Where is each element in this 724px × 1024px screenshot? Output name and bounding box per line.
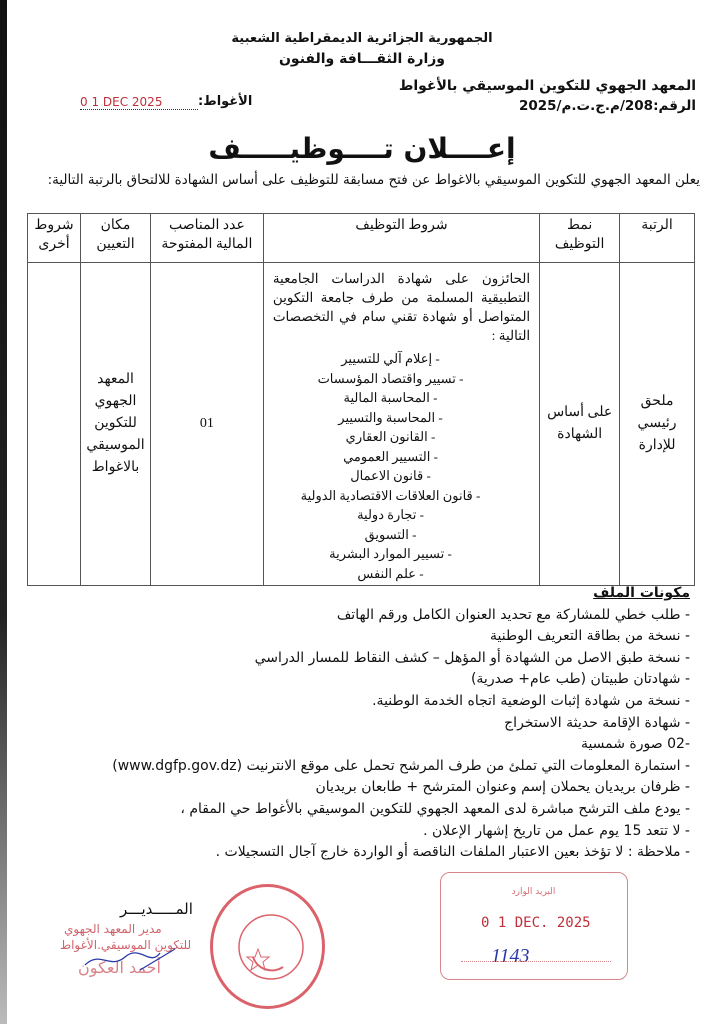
list-item: - لا تتعد 15 يوم عمل من تاريخ إشهار الإعلان . xyxy=(423,822,690,839)
official-seal xyxy=(210,884,325,1009)
documents-heading: مكونات الملف xyxy=(593,585,690,601)
date-stamp: 0 1 DEC 2025 xyxy=(80,95,198,110)
list-item: - نسخة طبق الاصل من الشهادة أو المؤهل – كشف النقاط للمسار الدراسي xyxy=(254,649,690,666)
documents-section xyxy=(10,583,690,864)
conditions-cell xyxy=(263,263,539,586)
post-stamp-number: 1143 xyxy=(491,945,530,967)
institute-name: المعهد الجهوي للتكوين الموسيقي بالأغواط xyxy=(398,78,696,94)
list-item: - إعلام آلي للتسيير xyxy=(267,349,514,369)
list-item: - نسخة من شهادة إثبات الوضعية اتجاه الخدمة الوطنية. xyxy=(372,692,690,709)
conditions-text: الحائزون على شهادة الدراسات الجامعية التطبيقية المسلمة من طرف جامعة التكوين المتواصل أو شهادة تقني سام في التخصصات التالية : xyxy=(272,271,531,343)
stamp-line-2: للتكوين الموسيقي.الأغواط xyxy=(60,938,192,952)
col-mode: نمط التوظيف xyxy=(540,214,620,263)
grade-cell: ملحق رئيسي للإدارة xyxy=(620,263,695,586)
list-item: -02 صورة شمسية xyxy=(580,736,690,753)
list-item: - قانون الاعمال xyxy=(267,466,514,486)
list-item: - تسيير واقتصاد المؤسسات xyxy=(267,369,514,389)
list-item: - يودع ملف الترشح مباشرة لدى المعهد الجهوي للتكوين الموسيقي بالأغواط حي المقام ، xyxy=(180,800,690,817)
recruitment-table xyxy=(27,213,695,586)
table-row xyxy=(28,263,695,586)
reference-number: الرقم:208/م.ج.ت.م/2025 xyxy=(518,98,696,114)
col-location: مكان التعيين xyxy=(81,214,151,263)
signature-icon xyxy=(80,945,190,975)
list-item: - القانون العقاري xyxy=(267,427,514,447)
list-item: - شهادة الإقامة حديثة الاستخراج xyxy=(504,714,690,731)
post-stamp-date: 0 1 DEC. 2025 xyxy=(481,915,591,931)
stamp-name: أحمد العكون xyxy=(78,958,161,977)
post-stamp-header: البريد الوارد xyxy=(511,887,556,897)
list-item: - ملاحظة : لا تؤخذ بعين الاعتبار الملفات الناقصة أو الواردة خارج آجال التسجيلات . xyxy=(215,844,690,861)
list-item: - المحاسبة المالية xyxy=(267,388,514,408)
col-grade: الرتبة xyxy=(620,214,695,263)
list-item: - تجارة دولية xyxy=(267,505,514,525)
republic-heading: الجمهورية الجزائرية الديمقراطية الشعبية xyxy=(231,31,493,46)
location-cell: المعهد الجهوي للتكوين الموسيقي بالاغواط xyxy=(81,263,151,586)
list-item: - قانون العلاقات الاقتصادية الدولية xyxy=(267,486,514,506)
mode-cell: على أساس الشهادة xyxy=(540,263,620,586)
stamp-line-1: مدير المعهد الجهوي xyxy=(64,922,162,936)
list-item: - طلب خطي للمشاركة مع تحديد العنوان الكامل ورقم الهاتف xyxy=(336,606,690,623)
seal-emblem-icon xyxy=(213,887,322,1006)
list-item: - استمارة المعلومات التي تملئ من طرف المرشح تحمل على موقع الانترنيت (www.dgfp.gov.dz) xyxy=(112,757,690,774)
list-item: - المحاسبة والتسيير xyxy=(267,408,514,428)
specialties-list xyxy=(267,349,536,583)
list-item: - نسخة من بطاقة التعريف الوطنية xyxy=(490,628,690,645)
list-item: - علم النفس xyxy=(267,564,514,584)
ministry-heading: وزارة الثقـــافة والفنون xyxy=(278,51,446,67)
director-title: المـــــديـــر xyxy=(120,900,193,918)
other-cell xyxy=(28,263,81,586)
col-positions: عدد المناصب المالية المفتوحة xyxy=(151,214,264,263)
number-line xyxy=(461,961,611,962)
place-label: الأغواط: xyxy=(198,94,253,109)
col-conditions: شروط التوظيف xyxy=(263,214,539,263)
list-item: - شهادتان طبيتان (طب عام+ صدرية) xyxy=(470,671,690,688)
list-item: - التسيير العمومي xyxy=(267,447,514,467)
intro-text: يعلن المعهد الجهوي للتكوين الموسيقي بالاغواط عن فتح مسابقة للتوظيف على أساس الشهادة للالتحاق بالرتبة التالية: xyxy=(47,172,700,188)
list-item: - تسيير الموارد البشرية xyxy=(267,544,514,564)
list-item: - التسويق xyxy=(267,525,514,545)
post-received-stamp xyxy=(440,872,628,980)
page-title: إعــــلان تــــوظيـــــف xyxy=(208,132,516,165)
positions-cell: 01 xyxy=(151,263,264,586)
list-item: - ظرفان بريديان يحملان إسم وعنوان المترشح + طابعان بريديان xyxy=(315,779,690,796)
col-other: شروط أخرى xyxy=(28,214,81,263)
